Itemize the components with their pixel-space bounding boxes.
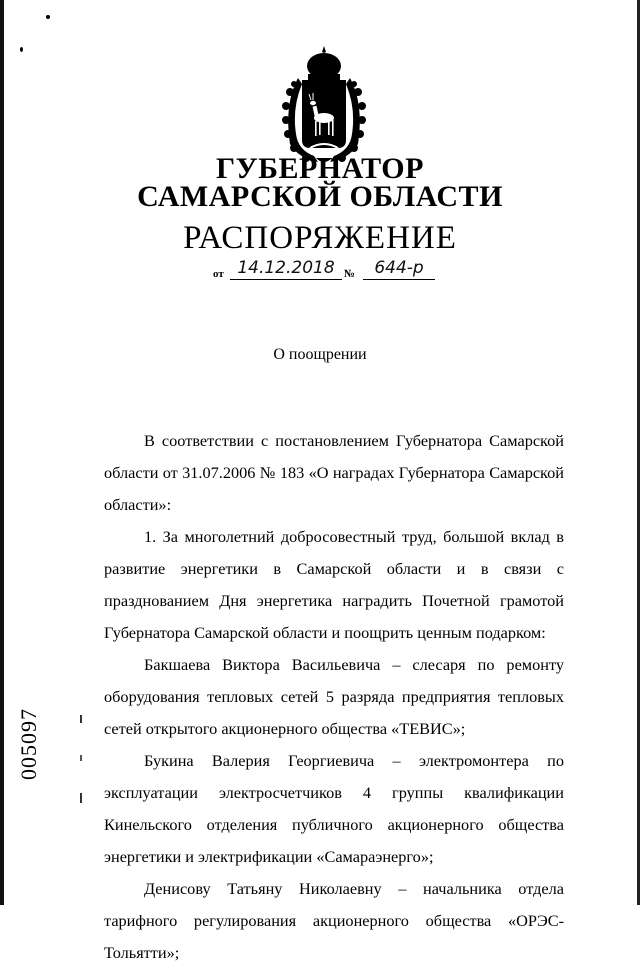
document-body	[104, 425, 564, 969]
body-paragraph: Денисову Татьяну Николаевну – начальника отдела тарифного регулирования акционерного общества «ОРЭС-Тольятти»;	[104, 879, 564, 962]
document-type: РАСПОРЯЖЕНИЕ	[183, 220, 457, 256]
issuer-title-line2: САМАРСКОЙ ОБЛАСТИ	[137, 180, 503, 213]
body-paragraph: 1. За многолетний добросовестный труд, большой вклад в развитие энергетики в Самарской области и в связи с празднованием Дня энергетика наградить Почетной грамотой Губернатора Самарской области и поощрить ценным подарком:	[104, 527, 564, 642]
margin-serial-number: 005097	[16, 708, 41, 780]
document-subject: О поощрении	[273, 346, 367, 363]
margin-tick-marks	[80, 715, 82, 805]
date-value-handwritten: 14.12.2018	[230, 257, 342, 280]
body-paragraph: В соответствии с постановлением Губернатора Самарской области от 31.07.2006 № 183 «О наградах Губернатора Самарской области»:	[104, 431, 564, 514]
date-label: от	[213, 268, 224, 280]
coat-of-arms-icon	[278, 44, 370, 166]
scan-edge-left	[0, 0, 4, 905]
date-number-line	[213, 258, 453, 284]
number-value-handwritten: 644-р	[363, 257, 435, 280]
scan-speck	[20, 47, 23, 52]
scan-speck	[46, 15, 50, 19]
issuer-title-line1: ГУБЕРНАТОР	[216, 152, 424, 185]
body-paragraph: Букина Валерия Георгиевича – электромонтера по эксплуатации электросчетчиков 4 группы квалификации Кинельского отделения публичного акционерного общества энергетики и электрификации «Самараэнерго»;	[104, 751, 564, 866]
body-paragraph: Бакшаева Виктора Васильевича – слесаря по ремонту оборудования тепловых сетей 5 разряда предприятия тепловых сетей открытого акционерного общества «ТЕВИС»;	[104, 655, 564, 738]
number-label: №	[344, 268, 356, 280]
